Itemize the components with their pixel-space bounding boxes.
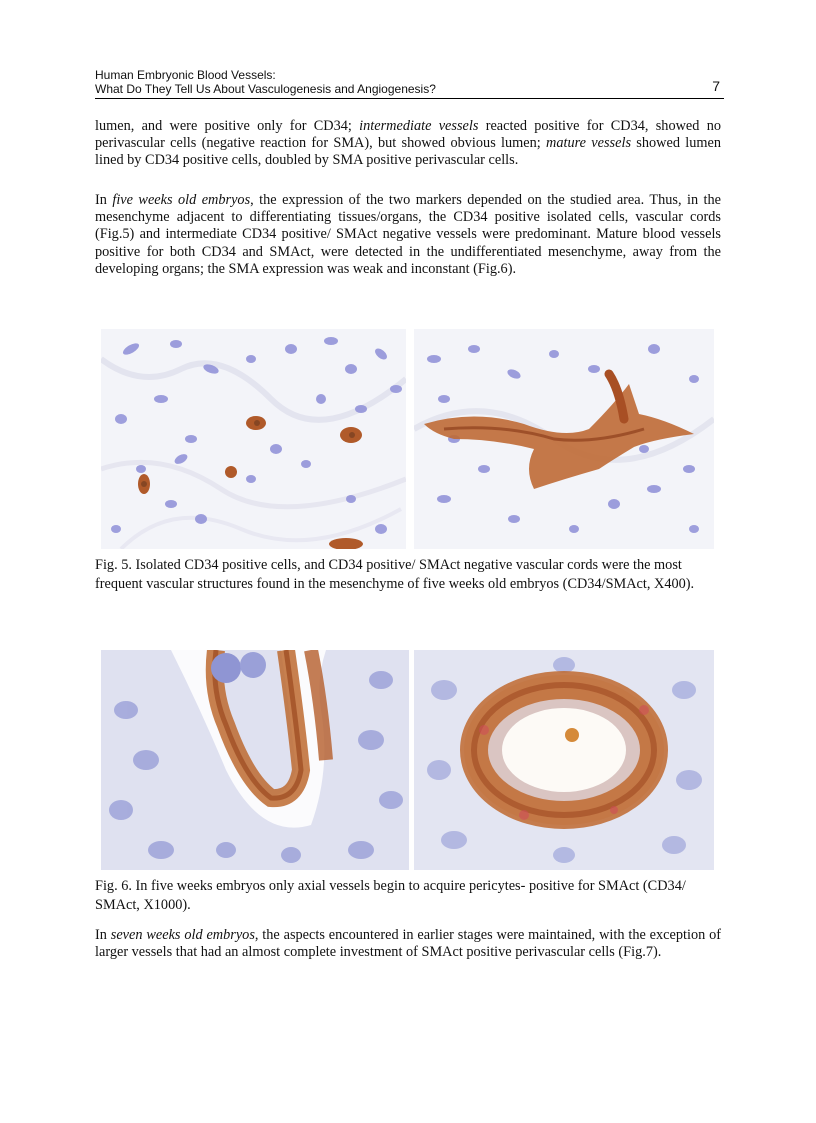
figure6-caption: Fig. 6. In five weeks embryos only axial vessels begin to acquire pericytes- positive for SMAct (CD34/ SMAct, X1000).	[95, 878, 686, 913]
figure6-right-micrograph	[414, 650, 714, 870]
figure5-caption: Fig. 5. Isolated CD34 positive cells, and CD34 positive/ SMAct negative vascular cords were the most frequent vascular structures found in the mesenchyme of five weeks old embryos (CD34/SMAct, X400).	[95, 557, 695, 592]
running-header	[95, 66, 724, 99]
figure5-right-micrograph	[414, 329, 714, 549]
figure5-left-micrograph	[101, 329, 406, 549]
paragraph-seven-weeks: In seven weeks old embryos, the aspects encountered in earlier stages were maintained, with the exception of larger vessels that had an almost complete investment of SMAct positive perivascular cells (Fig.7).	[95, 927, 721, 961]
header-title-line2: What Do They Tell Us About Vasculogenesis and Angiogenesis?	[95, 82, 436, 96]
header-title-line1: Human Embryonic Blood Vessels:	[95, 68, 276, 82]
paragraph-vessel-types: lumen, and were positive only for CD34; intermediate vessels reacted positive for CD34, showed no perivascular cells (negative reaction for SMA), but showed obvious lumen; mature vessels showed lumen lined by CD34 positive cells, doubled by SMA positive perivascular cells.	[95, 118, 721, 169]
paragraph-five-weeks: In five weeks old embryos, the expression of the two markers depended on the studied area. Thus, in the mesenchyme adjacent to differentiating tissues/organs, the CD34 positive isolated cells, vascular cords (Fig.5) and intermediate CD34 positive/ SMAct negative vessels were predominant. Mature blood vessels positive for both CD34 and SMAct, were detected in the undifferentiated mesenchyme, away from the developing organs; the SMA expression was weak and inconstant (Fig.6).	[95, 192, 722, 277]
figure6-left-micrograph	[101, 650, 409, 870]
page-number: 7	[712, 78, 720, 94]
